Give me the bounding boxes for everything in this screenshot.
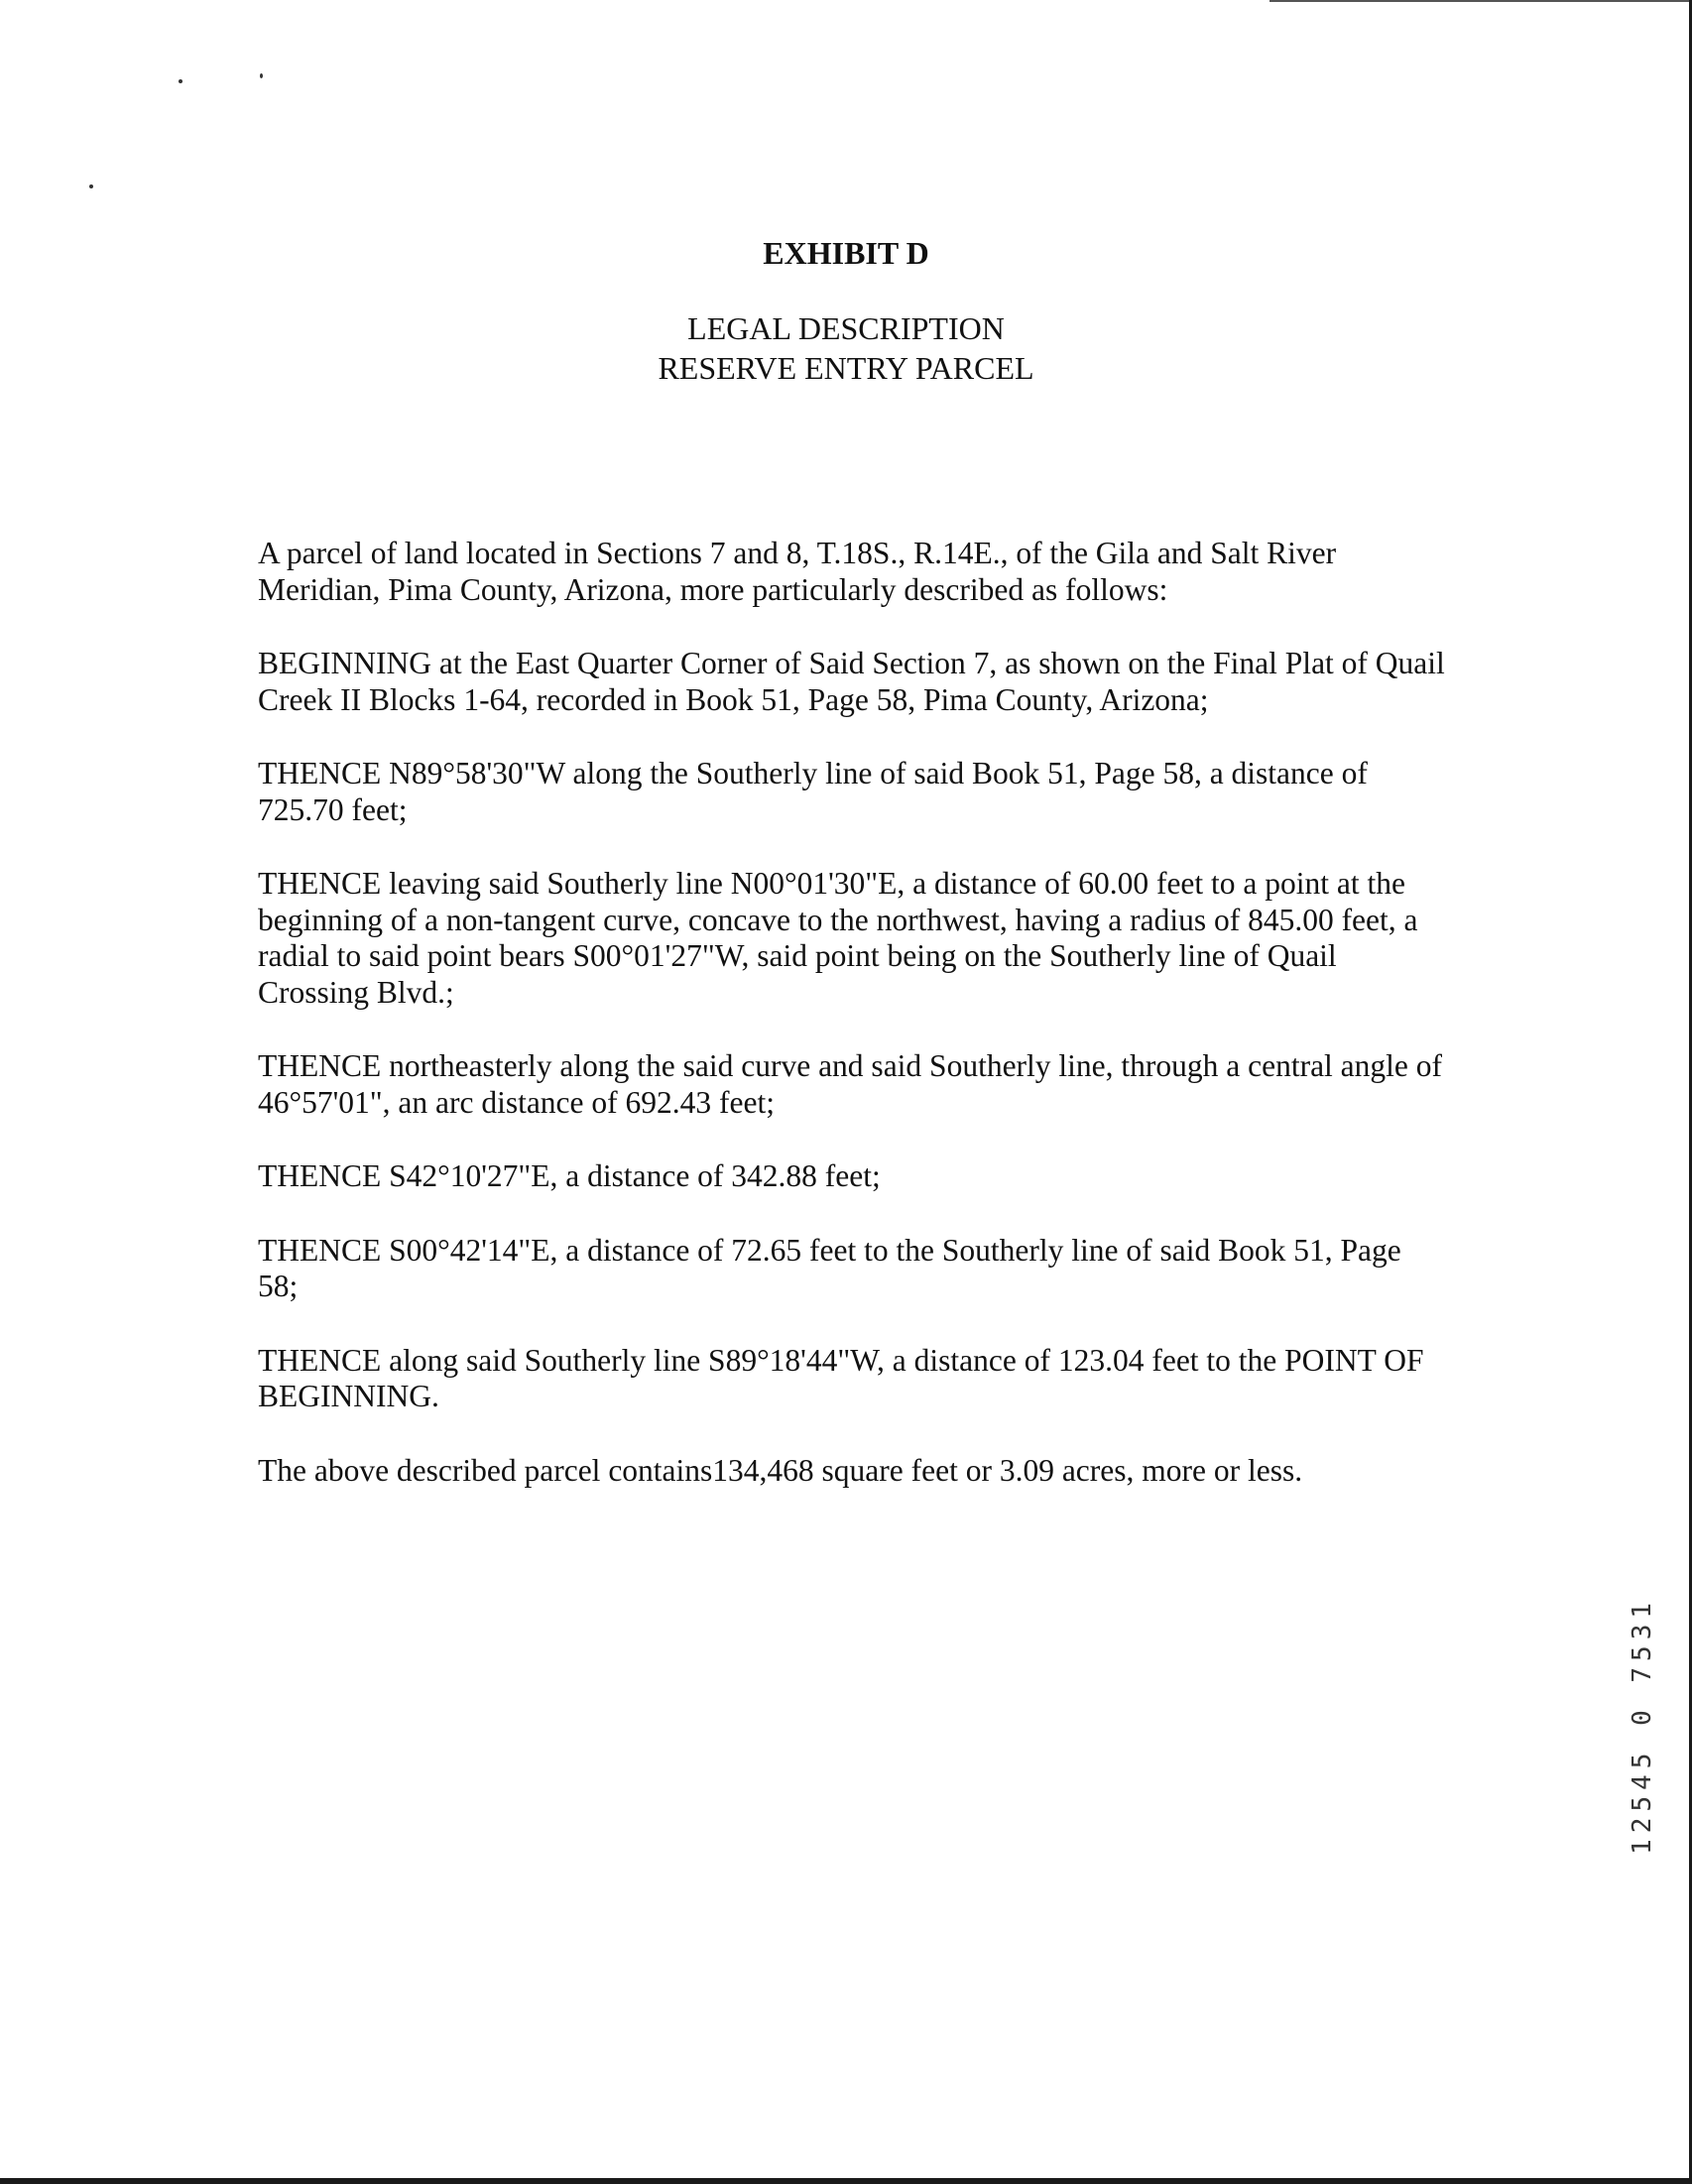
paragraph-point-of-beginning: BEGINNING at the East Quarter Corner of Said Section 7, as shown on the Final Plat of Quail Creek II Blocks 1-64, recorded in Book 51, Page 58, Pima County, Arizona;: [258, 646, 1445, 717]
paragraph-parcel-location: A parcel of land located in Sections 7 and 8, T.18S., R.14E., of the Gila and Salt River Meridian, Pima County, Arizona, more particularly described as follows:: [258, 536, 1337, 607]
scan-speck: [89, 184, 93, 188]
paragraph-course-3: THENCE northeasterly along the said curve and said Southerly line, through a central angle of 46°57'01", an arc distance of 692.43 feet;: [258, 1048, 1443, 1120]
paragraph-course-6: THENCE along said Southerly line S89°18'44"W, a distance of 123.04 feet to the POINT OF BEGINNING.: [258, 1342, 1424, 1413]
legal-description-body: [258, 536, 1448, 1526]
scan-speck: [179, 79, 182, 83]
paragraph-course-5: THENCE S00°42'14"E, a distance of 72.65 feet to the Southerly line of said Book 51, Page 58;: [258, 1232, 1401, 1303]
subtitle-legal-description: LEGAL DESCRIPTION: [687, 310, 1005, 346]
recording-stamp-number: 12545 0 7531: [1628, 1597, 1657, 1855]
scan-speck: [260, 73, 263, 78]
scan-edge-bottom: [0, 2178, 1692, 2184]
paragraph-area-summary: The above described parcel contains134,468 square feet or 3.09 acres, more or less.: [258, 1452, 1303, 1488]
exhibit-title: EXHIBIT D: [763, 235, 929, 271]
paragraph-course-4: THENCE S42°10'27"E, a distance of 342.88 feet;: [258, 1158, 881, 1193]
scan-edge-top: [1269, 0, 1692, 2]
paragraph-course-1: THENCE N89°58'30"W along the Southerly line of said Book 51, Page 58, a distance of 725.70 feet;: [258, 756, 1368, 827]
subtitle-parcel-name: RESERVE ENTRY PARCEL: [658, 350, 1034, 386]
paragraph-course-2: THENCE leaving said Southerly line N00°01'30"E, a distance of 60.00 feet to a point at the beginning of a non-tangent curve, concave to the northwest, having a radius of 845.00 feet, a radial to said point bears S00°01'27"W, said point being on the Southerly line of Quail Crossing Blvd.;: [258, 866, 1418, 1010]
